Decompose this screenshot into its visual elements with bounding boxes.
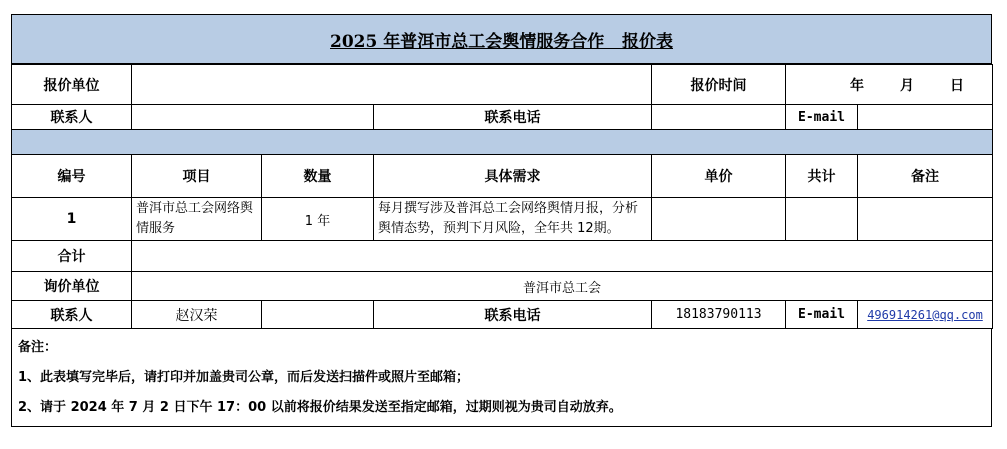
header-project: 项目 (132, 155, 262, 198)
item-project: 普洱市总工会网络舆情服务 (132, 198, 262, 241)
item-no: 1 (12, 198, 132, 241)
notes-box (11, 329, 992, 427)
quote-unit-input[interactable] (132, 65, 652, 105)
item-total[interactable] (786, 198, 858, 241)
contact-input[interactable] (132, 105, 374, 130)
quote-table (11, 64, 993, 329)
header-total: 共计 (786, 155, 858, 198)
header-remark: 备注 (858, 155, 993, 198)
inquiry-email-label: E-mail (786, 301, 858, 329)
email-label: E-mail (786, 105, 858, 130)
inquiry-email-cell (858, 301, 993, 329)
quote-sheet (11, 14, 992, 427)
header-no: 编号 (12, 155, 132, 198)
separator-band-cell (12, 130, 993, 155)
sum-label: 合计 (12, 241, 132, 272)
header-desc: 具体需求 (374, 155, 652, 198)
quote-unit-row (12, 65, 993, 105)
month-label: 月 (900, 77, 914, 94)
inquiry-unit-row (12, 272, 993, 301)
day-label: 日 (950, 77, 964, 94)
notes-line-2: 2、请于 2024 年 7 月 2 日下午 17：00 以前将报价结果发送至指定邮箱，过期则视为贵司自动放弃。 (18, 400, 622, 415)
quote-time-label: 报价时间 (652, 65, 786, 105)
inquiry-contact-label: 联系人 (12, 301, 132, 329)
inquiry-phone-value: 18183790113 (652, 301, 786, 329)
contact-row (12, 105, 993, 130)
notes-heading: 备注： (18, 340, 58, 355)
inquiry-unit-label: 询价单位 (12, 272, 132, 301)
sum-row (12, 241, 993, 272)
inquiry-unit-value: 普洱市总工会 (132, 272, 993, 301)
inquiry-contact-value: 赵汉荣 (132, 301, 262, 329)
sheet-title: 2025 年普洱市总工会舆情服务合作 报价表 (330, 31, 673, 52)
item-remark[interactable] (858, 198, 993, 241)
year-label: 年 (850, 77, 864, 94)
header-unit-price: 单价 (652, 155, 786, 198)
phone-label: 联系电话 (374, 105, 652, 130)
item-row (12, 198, 993, 241)
quote-unit-label: 报价单位 (12, 65, 132, 105)
header-qty: 数量 (262, 155, 374, 198)
sum-value[interactable] (132, 241, 993, 272)
inquiry-email-link[interactable]: 496914261@qq.com (867, 307, 983, 322)
separator-band (12, 130, 993, 155)
inquiry-blank (262, 301, 374, 329)
email-input[interactable] (858, 105, 993, 130)
item-desc: 每月撰写涉及普洱总工会网络舆情月报，分析舆情态势，预判下月风险，全年共 12期。 (374, 198, 652, 241)
quote-time-input[interactable] (786, 65, 993, 105)
item-qty: 1 年 (262, 198, 374, 241)
inquiry-phone-label: 联系电话 (374, 301, 652, 329)
notes-line-1: 1、此表填写完毕后，请打印并加盖贵司公章，而后发送扫描件或照片至邮箱； (18, 370, 470, 385)
sheet-title-row (11, 14, 992, 64)
inquiry-contact-row (12, 301, 993, 329)
phone-input[interactable] (652, 105, 786, 130)
item-unit-price[interactable] (652, 198, 786, 241)
contact-label: 联系人 (12, 105, 132, 130)
header-row (12, 155, 993, 198)
